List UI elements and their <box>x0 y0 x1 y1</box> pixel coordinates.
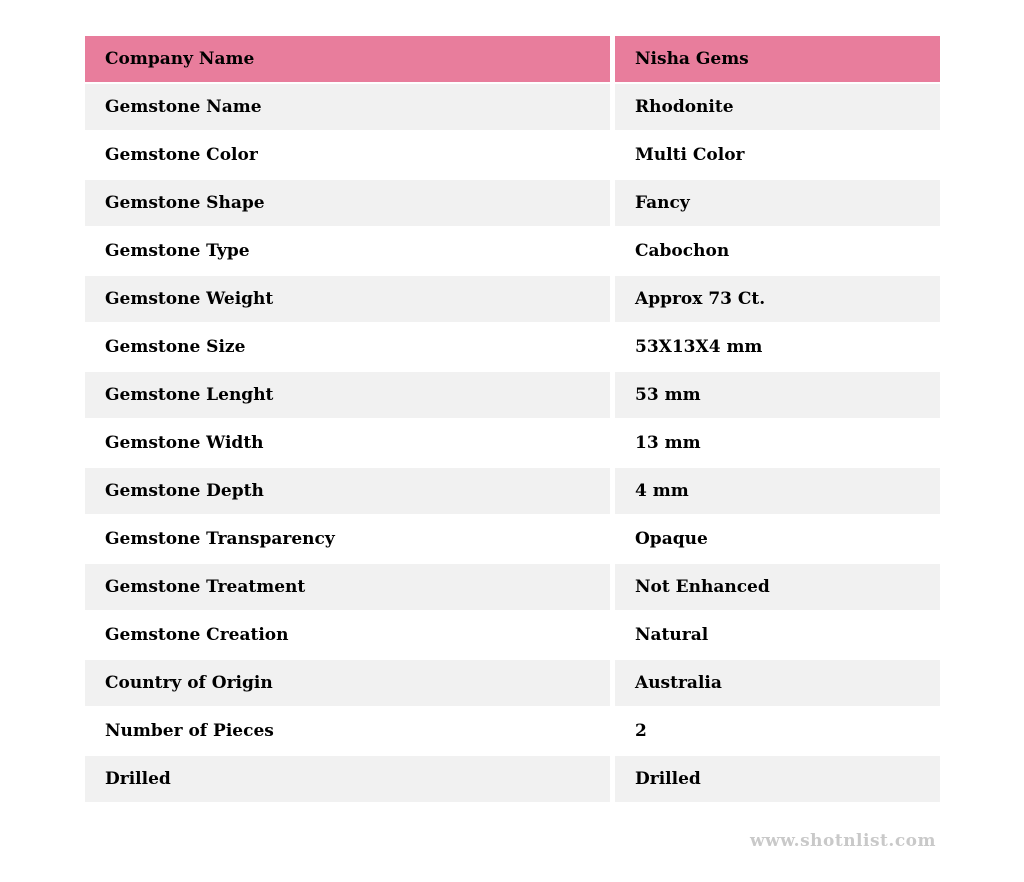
table-row <box>85 372 940 420</box>
table-row <box>85 708 940 756</box>
header-value-cell: Nisha Gems <box>615 36 940 84</box>
table-row <box>85 228 940 276</box>
spec-value-cell: Australia <box>615 660 940 708</box>
spec-value-cell: 4 mm <box>615 468 940 516</box>
header-label-cell: Company Name <box>85 36 615 84</box>
table-row <box>85 612 940 660</box>
spec-label-cell: Gemstone Creation <box>85 612 615 660</box>
spec-value-cell: 2 <box>615 708 940 756</box>
spec-label-cell: Gemstone Transparency <box>85 516 615 564</box>
spec-table-body <box>85 84 940 804</box>
table-row <box>85 84 940 132</box>
spec-table <box>85 36 940 804</box>
spec-value-cell: Approx 73 Ct. <box>615 276 940 324</box>
spec-value-cell: 53X13X4 mm <box>615 324 940 372</box>
table-row <box>85 756 940 804</box>
spec-value-cell: Opaque <box>615 516 940 564</box>
spec-label-cell: Drilled <box>85 756 615 804</box>
spec-value-cell: 13 mm <box>615 420 940 468</box>
spec-value-cell: Cabochon <box>615 228 940 276</box>
spec-label-cell: Gemstone Depth <box>85 468 615 516</box>
gemstone-spec-table <box>85 36 940 804</box>
table-row <box>85 276 940 324</box>
spec-label-cell: Country of Origin <box>85 660 615 708</box>
spec-value-cell: Drilled <box>615 756 940 804</box>
spec-label-cell: Gemstone Name <box>85 84 615 132</box>
table-row <box>85 420 940 468</box>
spec-label-cell: Gemstone Shape <box>85 180 615 228</box>
spec-value-cell: 53 mm <box>615 372 940 420</box>
table-row <box>85 468 940 516</box>
table-row <box>85 324 940 372</box>
table-row <box>85 516 940 564</box>
spec-value-cell: Fancy <box>615 180 940 228</box>
spec-value-cell: Natural <box>615 612 940 660</box>
spec-label-cell: Gemstone Type <box>85 228 615 276</box>
table-row <box>85 180 940 228</box>
table-row <box>85 132 940 180</box>
spec-label-cell: Gemstone Color <box>85 132 615 180</box>
watermark-text: www.shotnlist.com <box>749 831 936 851</box>
table-row <box>85 564 940 612</box>
spec-label-cell: Number of Pieces <box>85 708 615 756</box>
spec-value-cell: Rhodonite <box>615 84 940 132</box>
spec-label-cell: Gemstone Size <box>85 324 615 372</box>
spec-label-cell: Gemstone Weight <box>85 276 615 324</box>
spec-label-cell: Gemstone Width <box>85 420 615 468</box>
spec-value-cell: Multi Color <box>615 132 940 180</box>
spec-label-cell: Gemstone Lenght <box>85 372 615 420</box>
table-row <box>85 660 940 708</box>
spec-label-cell: Gemstone Treatment <box>85 564 615 612</box>
spec-table-header <box>85 36 940 84</box>
spec-value-cell: Not Enhanced <box>615 564 940 612</box>
header-row <box>85 36 940 84</box>
